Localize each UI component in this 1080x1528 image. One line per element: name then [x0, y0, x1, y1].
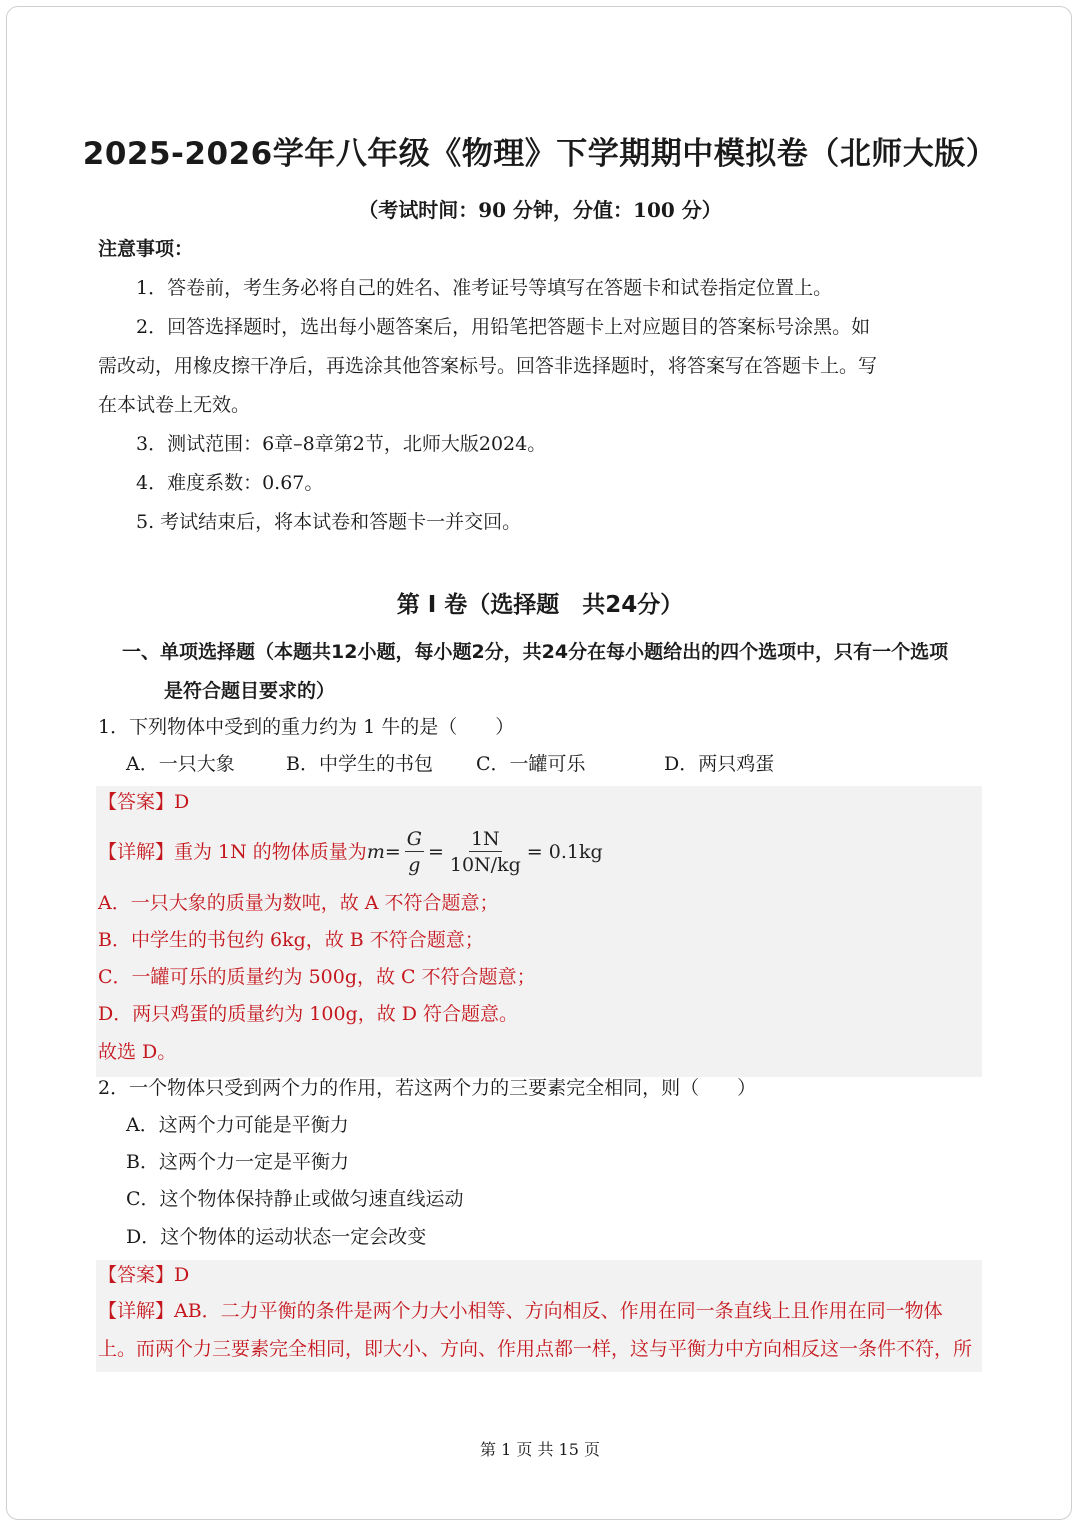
- q1-explanation-a: A．一只大象的质量为数吨，故 A 不符合题意；: [98, 892, 499, 914]
- q2-detail-line2: 上。而两个力三要素完全相同，即大小、方向、作用点都一样，这与平衡力中方向相反这一条件不符，所: [98, 1338, 973, 1360]
- q1-frac2-num: 1N: [470, 827, 500, 850]
- q1-formula-eq1: =: [384, 841, 401, 863]
- q1-formula-var: m: [366, 841, 385, 863]
- q1-option-b: B．中学生的书包: [286, 753, 433, 775]
- notice-item-4: 4．难度系数：0.67。: [136, 472, 324, 494]
- q1-detail: [98, 826, 603, 878]
- q1-detail-label: 【详解】: [98, 841, 175, 863]
- exam-info: （考试时间：90 分钟，分值：100 分）: [358, 198, 722, 222]
- q1-option-d: D．两只鸡蛋: [664, 753, 775, 775]
- q1-conclusion: 故选 D。: [98, 1041, 177, 1063]
- q1-formula-eq2: =: [427, 841, 444, 863]
- q1-frac1-den: g: [408, 853, 421, 876]
- q1-explanation-d: D．两只鸡蛋的质量约为 100g，故 D 符合题意。: [98, 1003, 519, 1025]
- q1-detail-text: 重为 1N 的物体质量为: [174, 841, 367, 863]
- section-title: 第 I 卷（选择题 共24分）: [396, 592, 684, 618]
- page-footer: 第 1 页 共 15 页: [480, 1440, 600, 1459]
- q1-formula-result: = 0.1kg: [526, 841, 603, 863]
- q1-formula-fraction-gg: [405, 827, 424, 878]
- document-title: 2025-2026学年八年级《物理》下学期期中模拟卷（北师大版）: [82, 136, 998, 172]
- q2-option-b: B．这两个力一定是平衡力: [126, 1151, 349, 1173]
- q2-detail-line1: 【详解】AB．二力平衡的条件是两个力大小相等、方向相反、作用在同一条直线上且作用在同一物体: [98, 1300, 943, 1322]
- q2-option-d: D．这个物体的运动状态一定会改变: [126, 1226, 427, 1248]
- q1-frac2-den: 10N/kg: [449, 853, 521, 876]
- notice-item-5: 5. 考试结束后，将本试卷和答题卡一并交回。: [136, 511, 522, 533]
- q2-option-a: A．这两个力可能是平衡力: [126, 1114, 349, 1136]
- q1-stem: 1．下列物体中受到的重力约为 1 牛的是（ ）: [98, 716, 515, 738]
- q1-answer: 【答案】D: [98, 791, 190, 813]
- q1-explanation-c: C．一罐可乐的质量约为 500g，故 C 不符合题意；: [98, 966, 536, 988]
- notice-item-3: 3．测试范围：6章–8章第2节，北师大版2024。: [136, 433, 547, 455]
- q1-option-a: A．一只大象: [126, 753, 235, 775]
- q2-stem: 2．一个物体只受到两个力的作用，若这两个力的三要素完全相同，则（ ）: [98, 1077, 757, 1099]
- q1-explanation-b: B．中学生的书包约 6kg，故 B 不符合题意；: [98, 929, 484, 951]
- notice-item-2-cont: 需改动，用橡皮擦干净后，再选涂其他答案标号。回答非选择题时，将答案写在答题卡上。写: [98, 355, 878, 377]
- q2-option-c: C．这个物体保持静止或做匀速直线运动: [126, 1188, 464, 1210]
- q1-formula-fraction-values: [448, 827, 523, 878]
- notice-item-2-end: 在本试卷上无效。: [98, 394, 251, 416]
- q1-option-c: C．一罐可乐: [476, 753, 586, 775]
- notice-item-1: 1．答卷前，考生务必将自己的姓名、准考证号等填写在答题卡和试卷指定位置上。: [136, 277, 833, 299]
- notice-item-2: 2．回答选择题时，选出每小题答案后，用铅笔把答题卡上对应题目的答案标号涂黑。如: [136, 316, 871, 338]
- q1-frac1-num: G: [406, 827, 422, 850]
- part-heading-line2: 是符合题目要求的）: [164, 680, 336, 702]
- notice-heading: 注意事项：: [98, 238, 194, 260]
- q2-answer: 【答案】D: [98, 1264, 190, 1286]
- part-heading-line1: 一、单项选择题（本题共12小题，每小题2分，共24分在每小题给出的四个选项中，只有一个选项: [122, 641, 949, 663]
